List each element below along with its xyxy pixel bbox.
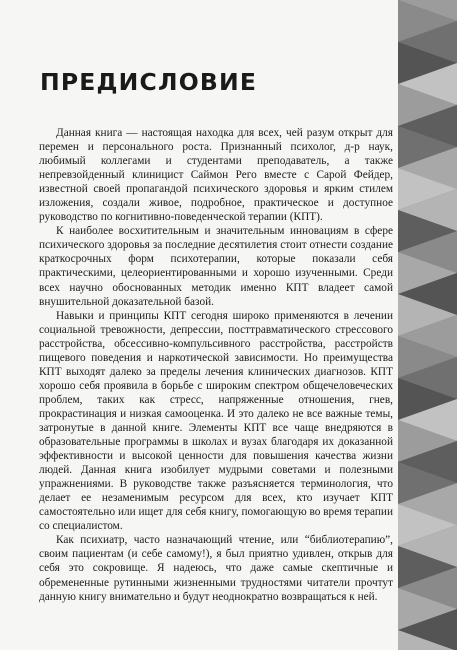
paragraph: К наиболее восхитительным и значительным инновациям в сфере психического здоровья за последние десятилетия стоит отнести создание краткосрочных форм психотерапии, которые показали себя практическими, целеориентированными и хорошо изученными. Среди всех научно обоснованных методик именно КПТ владеет самой внушительной доказательной базой. <box>39 225 393 308</box>
paragraph: Навыки и принципы КПТ сегодня широко применяются в лечении социальной тревожности, депрессии, посттравматического стрессового расстройства, обсессивно-компульсивного расстройства, расстройств пищевого поведения и наркотической зависимости. Но преимущества КПТ выходят далеко за пределы лечения клинических диагнозов. КПТ хорошо себя проявила в борьбе с широким спектром общечеловеческих проблем, таких как стресс, напряженные отношения, гнев, прокрастинация и низкая самооценка. И это далеко не все важные темы, затронутые в данной книге. Элементы КПТ все чаще внедряются в образовательные программы в школах и вузах благодаря их доказанной эффективности и высокой ценности для повышения качества жизни людей. Данная книга изобилует мудрыми советами и полезными упражнениями. В руководстве также разъясняется терминология, что делает ее незаменимым ресурсом для всех, кто изучает КПТ самостоятельно или ищет для себя книгу, помогающую во время терапии со специалистом. <box>39 309 393 533</box>
preface-text <box>39 126 393 604</box>
decorative-side-strip <box>398 0 457 650</box>
paragraph: Как психиатр, часто назначающий чтение, или “библиотерапию”, своим пациентам (и себе самому!), я был приятно удивлен, открыв для себя это сокровище. Я надеюсь, что даже самые скептичные и обремененные рутинными жизненными трудностями читатели прочтут данную книгу внимательно и будут неоднократно возвращаться к ней. <box>39 534 393 603</box>
paragraph: Данная книга — настоящая находка для всех, чей разум открыт для перемен и персонального роста. Признанный психолог, д-р наук, любимый коллегами и студентами преподаватель, а также непревзойденный клиницист Саймон Рего вместе с Сарой Фейдер, известной своей пропагандой психического здоровья и ярким стилем изложения, создали живое, подробное, практическое и доступное руководство по когнитивно-поведенческой терапии (КПТ). <box>39 127 393 224</box>
triangle-pattern <box>398 0 457 650</box>
page-title: ПРЕДИСЛОВИЕ <box>40 68 258 96</box>
